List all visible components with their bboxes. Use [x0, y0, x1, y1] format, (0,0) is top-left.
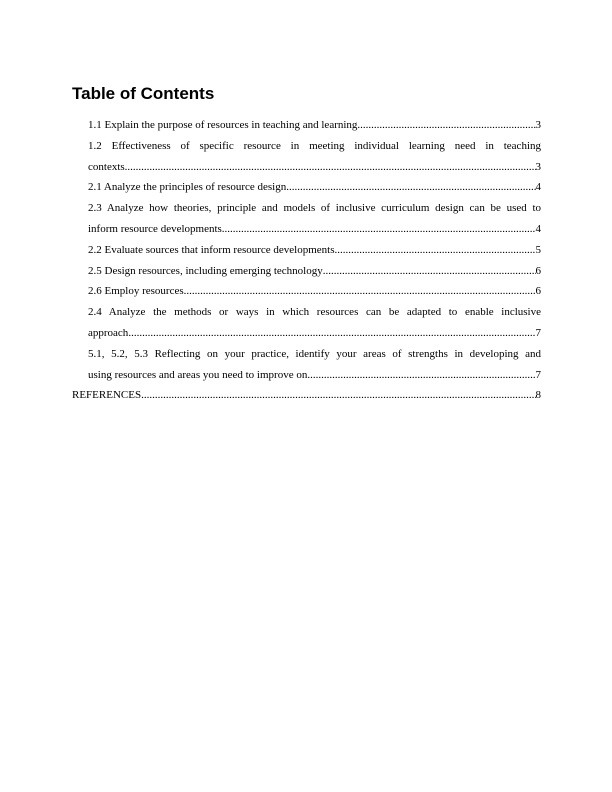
toc-entry-line [88, 219, 541, 240]
toc-page-number: 7 [535, 368, 541, 381]
toc-page-number: 3 [535, 119, 541, 131]
toc-entry-label: using resources and areas you need to improve on [88, 368, 308, 381]
toc-entry-label: inform resource developments [88, 222, 222, 235]
toc-entry-label: 2.1 Analyze the principles of resource design [88, 181, 287, 194]
toc-dot-leader [335, 240, 536, 261]
toc-entry[interactable] [72, 198, 541, 240]
toc-entry-label: 2.2 Evaluate sources that inform resource developments [88, 243, 335, 256]
toc-entry-line [88, 115, 541, 136]
toc-list [72, 115, 541, 406]
toc-entry-text-line: 5.1, 5.2, 5.3 Reflecting on your practice, identify your areas of strengths in developing and [88, 347, 541, 360]
toc-page-number: 8 [535, 389, 541, 402]
toc-entry-label: contexts [88, 160, 125, 173]
toc-entry[interactable] [72, 261, 541, 282]
toc-entry-line [88, 240, 541, 261]
toc-entry-line [88, 157, 541, 178]
toc-entry[interactable] [72, 344, 541, 386]
toc-dot-leader [286, 177, 535, 198]
toc-dot-leader [184, 281, 536, 302]
toc-page-number: 6 [535, 264, 541, 277]
toc-entry[interactable] [72, 302, 541, 344]
toc-entry-label: 2.5 Design resources, including emerging technology [88, 264, 323, 277]
toc-page-number: 7 [535, 326, 541, 339]
toc-entry-line [72, 385, 541, 406]
toc-page-number: 4 [535, 181, 541, 194]
toc-entry-line [88, 365, 541, 386]
toc-entry-text-line: 2.4 Analyze the methods or ways in which resources can be adapted to enable inclusive [88, 306, 541, 319]
toc-dot-leader [141, 385, 535, 406]
toc-entry-label: approach [88, 326, 129, 339]
toc-entry-text-line: 2.3 Analyze how theories, principle and models of inclusive curriculum design can be used to [88, 202, 541, 215]
toc-entry-label: 2.6 Employ resources [88, 285, 184, 298]
toc-dot-leader [128, 323, 535, 344]
toc-page-number: 3 [535, 160, 541, 173]
toc-dot-leader [125, 157, 536, 178]
toc-entry[interactable] [72, 385, 541, 406]
toc-page-number: 5 [535, 243, 541, 256]
toc-entry-line [88, 177, 541, 198]
toc-title: Table of Contents [72, 84, 215, 103]
toc-entry-line [88, 323, 541, 344]
toc-dot-leader [222, 219, 536, 240]
toc-entry[interactable] [72, 177, 541, 198]
toc-dot-leader [323, 261, 536, 282]
toc-entry-text-line: 1.2 Effectiveness of specific resource in meeting individual learning need in teaching [88, 139, 541, 152]
toc-entry-line [88, 261, 541, 282]
toc-entry[interactable] [72, 240, 541, 261]
toc-entry-label: 1.1 Explain the purpose of resources in teaching and learning [88, 119, 358, 131]
toc-page-number: 6 [535, 285, 541, 298]
toc-entry[interactable] [72, 115, 541, 136]
toc-dot-leader [307, 365, 535, 386]
toc-entry[interactable] [72, 136, 541, 178]
toc-entry-label: REFERENCES [72, 389, 142, 402]
toc-dot-leader [357, 115, 535, 136]
toc-entry[interactable] [72, 281, 541, 302]
toc-entry-line [88, 281, 541, 302]
toc-page-number: 4 [535, 222, 541, 235]
